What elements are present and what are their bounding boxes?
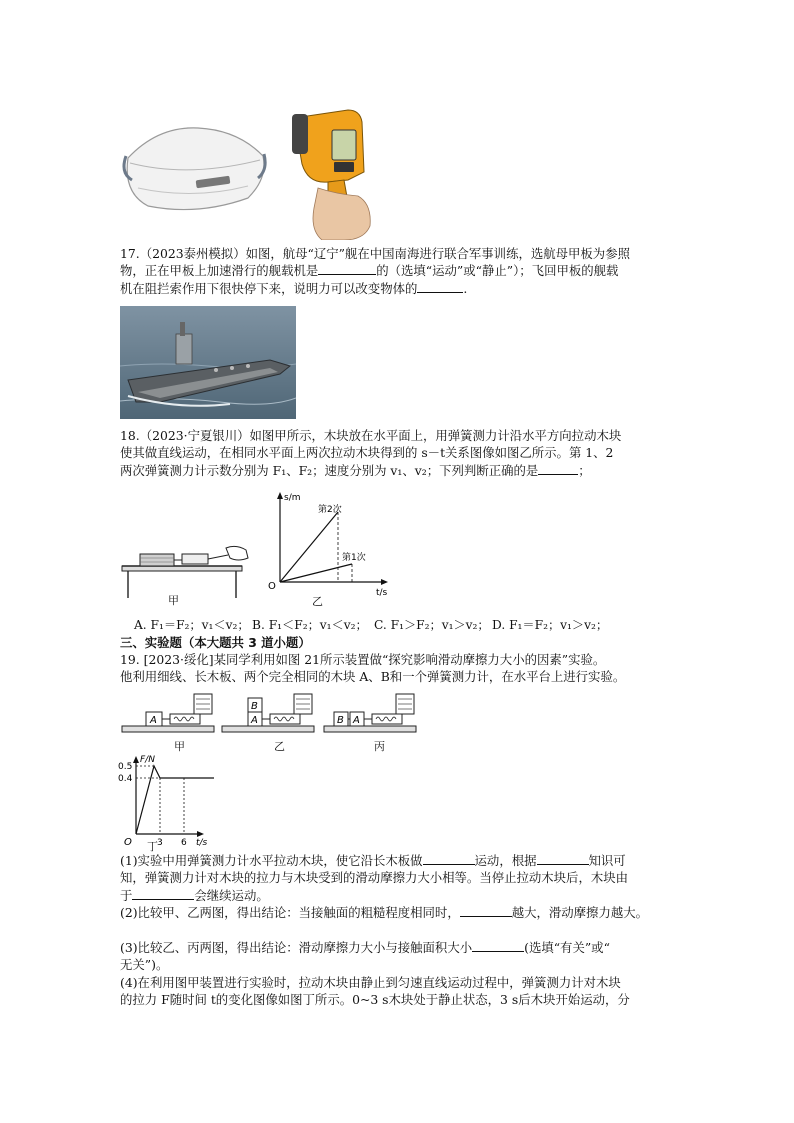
q19-apparatus-yi — [220, 688, 316, 734]
q19-blank-3[interactable] — [132, 887, 194, 900]
q19-label-jia: 甲 — [174, 740, 185, 753]
q19-p1-line3-a: 于 — [120, 887, 133, 903]
q18-line1: 18.（2023·宁夏银川）如图甲所示，木块放在水平面上，用弹簧测力计沿水平方向拉动木块 — [120, 428, 622, 443]
question-17 — [120, 245, 680, 297]
q18-option-b[interactable]: B. F₁＜F₂；v₁＜v₂； — [252, 618, 368, 632]
q19-p4-line2: 的拉力 F随时间 t的变化图像如图丁所示。0~3 s木块处于静止状态，3 s后木块开始运动，分 — [120, 992, 630, 1008]
q18-figure-jia — [118, 540, 263, 600]
q19-yi-block-b: B — [251, 701, 258, 712]
q19-p4-line1: (4)在利用图甲装置进行实验时，拉动木块由静止到匀速直线运动过程中，弹簧测力计对木块 — [120, 974, 621, 990]
aircraft-carrier-photo — [120, 306, 296, 419]
q19-p1-b: 运动，根据 — [474, 853, 537, 868]
q19-bing-block-a: A — [353, 715, 360, 726]
question-19-parts — [120, 852, 680, 1009]
q19-blank-1[interactable] — [423, 852, 475, 865]
q19-yi-block-a: A — [251, 715, 258, 726]
q18-st-graph — [258, 488, 398, 608]
q18-y-axis-label: s/m — [284, 493, 301, 503]
section-heading-experiments: 三、实验题（本大题共 3 道小题） — [120, 635, 311, 650]
q19-y-tick-0.4: 0.4 — [118, 774, 133, 784]
q18-series-2-line — [280, 512, 338, 582]
q17-line2-a: 物，正在甲板上加速滑行的舰载机是 — [120, 263, 319, 279]
q19-p1-c: 知识可 — [588, 853, 626, 868]
q18-blank[interactable] — [538, 462, 578, 475]
q19-apparatus-bing — [322, 688, 418, 734]
q19-line1: 19. [2023·绥化]某同学利用如图 21所示装置做“探究影响滑动摩擦力大小的因素”实验。 — [120, 652, 606, 667]
q19-y-axis-label: F/N — [140, 755, 155, 765]
q19-blank-5[interactable] — [472, 939, 524, 952]
q17-line2-b: 的（选填“运动”或“静止”）；飞回甲板的舰载 — [376, 263, 619, 279]
q19-ft-graph — [118, 752, 218, 848]
q19-jia-block-a: A — [150, 715, 157, 726]
q19-label-yi: 乙 — [274, 740, 285, 753]
q18-label-yi: 乙 — [312, 595, 323, 608]
q17-blank-2[interactable] — [417, 280, 463, 293]
q18-series-1-label: 第1次 — [342, 553, 366, 563]
q19-label-ding: 丁 — [147, 840, 158, 853]
q19-blank-2[interactable] — [537, 852, 589, 865]
q19-p3-line2: 无关”)。 — [120, 957, 169, 973]
q19-p3-b: (选填“有关”或“ — [524, 939, 610, 955]
q19-p3-a: (3)比较乙、丙两图，得出结论：滑动摩擦力大小与接触面积大小 — [120, 939, 473, 955]
q17-line1: 17.（2023泰州模拟）如图，航母“辽宁”舰在中国南海进行联合军事训练，选航母甲板为参照 — [120, 246, 630, 261]
q18-x-axis-label: t/s — [376, 588, 388, 598]
infrared-thermometer-image — [288, 104, 378, 240]
q18-label-jia: 甲 — [168, 594, 179, 607]
q17-line3-end: . — [463, 280, 468, 296]
q19-x-tick-3: 3 — [157, 838, 163, 848]
q18-line3: 两次弹簧测力计示数分别为 F₁、F₂；速度分别为 v₁、v₂；下列判断正确的是 — [120, 462, 539, 478]
q18-series-1-line — [280, 564, 352, 582]
q19-line2: 他利用细线、长木板、两个完全相同的木块 A、B和一个弹簧测力计，在水平台上进行实验。 — [120, 669, 626, 685]
q17-blank-1[interactable] — [318, 262, 376, 275]
q19-apparatus-jia — [120, 688, 216, 734]
mask-image — [118, 118, 268, 218]
q18-line2: 使其做直线运动，在相同水平面上两次拉动木块得到的 s－t关系图像如图乙所示。第 1、2 — [120, 445, 614, 461]
q19-p2-b: 越大，滑动摩擦力越大。 — [511, 905, 649, 921]
q19-label-bing: 丙 — [374, 740, 385, 753]
q19-p2-a: (2)比较甲、乙两图，得出结论：当接触面的粗糙程度相同时， — [120, 905, 460, 921]
q19-y-tick-0.5: 0.5 — [118, 762, 133, 772]
q19-p1-a: (1)实验中用弹簧测力计水平拉动木块，使它沿长木板做 — [120, 853, 423, 868]
q18-option-a[interactable]: A. F₁＝F₂；v₁＜v₂； — [134, 618, 250, 632]
q18-option-d[interactable]: D. F₁＝F₂；v₁＞v₂； — [492, 618, 609, 632]
q18-series-2-label: 第2次 — [318, 505, 342, 515]
q19-bing-block-b: B — [337, 715, 344, 726]
q19-blank-4[interactable] — [460, 904, 512, 917]
q19-origin-label: O — [124, 837, 132, 848]
question-19-intro — [120, 651, 680, 686]
q19-p1-line2: 知，弹簧测力计对木块的拉力与木块受到的滑动摩擦力大小相等。当停止拉动木块后，木块由 — [120, 870, 629, 886]
q18-option-c[interactable]: C. F₁＞F₂；v₁＞v₂； — [374, 618, 490, 632]
q19-force-curve — [136, 766, 214, 834]
q18-origin-label: O — [268, 581, 276, 592]
q19-x-axis-label: t/s — [196, 838, 208, 848]
q19-x-tick-6: 6 — [181, 838, 187, 848]
question-18 — [120, 427, 680, 479]
q18-line3-end: ； — [578, 462, 591, 478]
q17-line3: 机在阻拦索作用下很快停下来，说明力可以改变物体的 — [120, 280, 418, 296]
q19-p1-line3-b: 会继续运动。 — [194, 887, 269, 903]
